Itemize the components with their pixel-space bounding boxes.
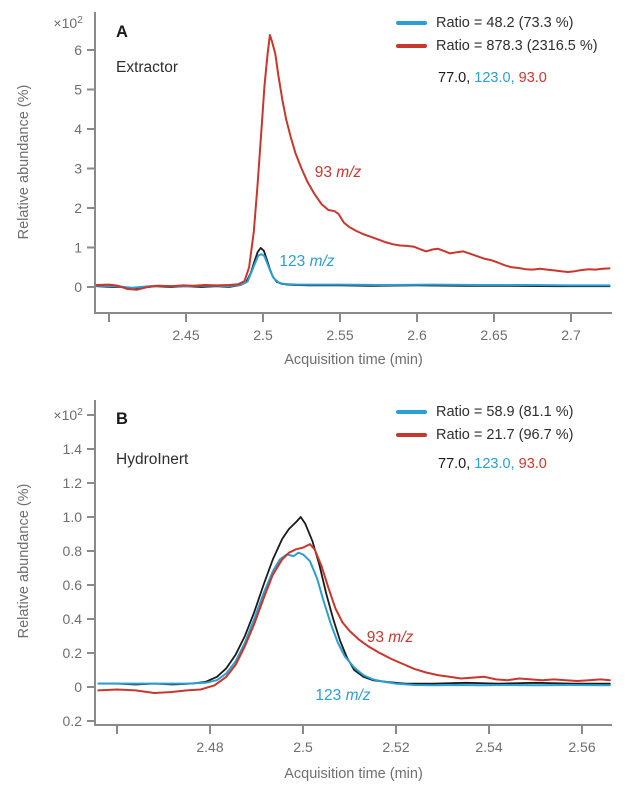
legend-entry xyxy=(396,13,598,33)
x-tick-label: 2.54 xyxy=(475,739,503,755)
y-tick-label: 0.8 xyxy=(62,543,82,559)
y-tick-label: 2 xyxy=(74,200,82,216)
x-tick-label: 2.48 xyxy=(196,739,224,755)
y-tick-label: 1.4 xyxy=(62,441,82,457)
annotation-93-mz: 93 m/z xyxy=(366,629,414,646)
y-tick-label: 4 xyxy=(74,121,82,137)
y-tick-label: 1.2 xyxy=(62,475,82,491)
series-77.0 xyxy=(97,248,610,289)
annotation-93-mz: 93 m/z xyxy=(314,164,362,182)
legend-entry-label: Ratio = 21.7 (96.7 %) xyxy=(436,427,574,443)
x-tick-label: 2.55 xyxy=(326,327,354,343)
red-line-swatch xyxy=(396,44,427,48)
panel-b-label: B xyxy=(116,410,128,428)
y-tick-label: 0.2 xyxy=(62,713,82,729)
blue-line-swatch xyxy=(396,410,427,414)
ion-93: 93.0 xyxy=(518,70,547,86)
x-tick-label: 2.6 xyxy=(407,327,427,343)
legend-entry-label: Ratio = 48.2 (73.3 %) xyxy=(436,15,574,31)
panel-a-legend xyxy=(396,13,598,56)
y-tick-label: 5 xyxy=(74,81,82,98)
y-tick-label: 0.2 xyxy=(62,645,82,661)
x-tick-label: 2.52 xyxy=(382,739,410,755)
legend-entry xyxy=(396,402,573,422)
series-123.0 xyxy=(97,254,610,288)
panel-a-ion-list xyxy=(438,70,547,86)
legend-entry-label: Ratio = 58.9 (81.1 %) xyxy=(436,404,574,420)
red-line-swatch xyxy=(396,433,427,437)
ion-93: 93.0 xyxy=(518,456,547,472)
annotation-123-mz: 123 m/z xyxy=(279,252,335,270)
panel-b-x-axis-title: Acquisition time (min) xyxy=(284,766,423,782)
axes xyxy=(95,12,612,313)
panel-a-label: A xyxy=(116,23,128,41)
panel-b-y-axis-title: Relative abundance (%) xyxy=(16,483,32,639)
y-tick-label: 0 xyxy=(74,679,82,695)
legend-entry xyxy=(396,36,598,56)
annotation-123-mz: 123 m/z xyxy=(315,687,371,704)
ion-77: 77.0, xyxy=(438,456,475,472)
x-tick-label: 2.5 xyxy=(293,739,313,755)
legend-entry xyxy=(396,425,573,445)
x-tick-label: 2.65 xyxy=(480,327,508,343)
x-tick-label: 2.56 xyxy=(568,739,596,755)
series-123.0 xyxy=(98,553,610,686)
panel-b-ion-list xyxy=(438,456,547,472)
y-tick-label: 0.6 xyxy=(62,577,82,593)
y-tick-label: 3 xyxy=(74,160,82,177)
panel-b-legend xyxy=(396,402,573,445)
x-tick-label: 2.7 xyxy=(561,327,581,343)
y-axis-scale-label: $\times 10^2$ xyxy=(53,406,83,423)
series-77.0 xyxy=(98,517,610,685)
panel-a-y-axis-title: Relative abundance (%) xyxy=(16,84,32,240)
x-tick-label: 2.5 xyxy=(253,327,273,343)
blue-line-swatch xyxy=(396,21,427,25)
y-tick-label: 1.0 xyxy=(62,509,82,525)
panel-b-subtitle: HydroInert xyxy=(116,451,189,468)
panel-a-x-axis-title: Acquisition time (min) xyxy=(284,352,423,368)
ion-77: 77.0, xyxy=(438,70,475,86)
ion-123: 123.0, xyxy=(474,70,519,86)
y-axis-scale-label: $\times 10^2$ xyxy=(53,14,83,31)
panel-a-subtitle: Extractor xyxy=(116,59,179,76)
legend-entry-label: Ratio = 878.3 (2316.5 %) xyxy=(436,38,598,54)
x-tick-label: 2.45 xyxy=(172,327,200,343)
y-tick-label: 6 xyxy=(74,42,82,58)
y-tick-label: 0.4 xyxy=(62,611,82,627)
ion-123: 123.0, xyxy=(474,456,519,472)
y-tick-label: 0 xyxy=(74,279,82,295)
axes xyxy=(95,400,612,725)
y-tick-label: 1 xyxy=(74,239,82,256)
